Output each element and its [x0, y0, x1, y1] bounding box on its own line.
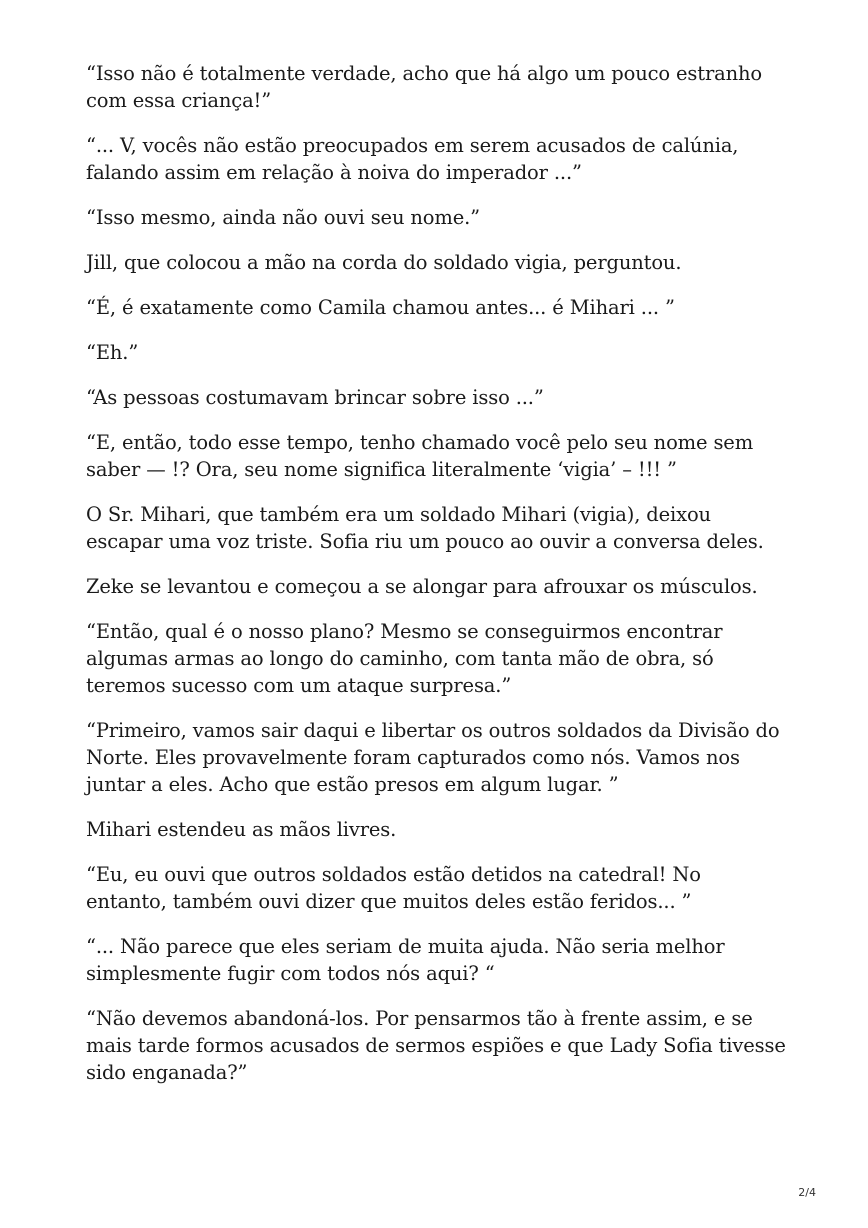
- paragraph: “Eu, eu ouvi que outros soldados estão detidos na catedral! No entanto, também ouvi dizer que muitos deles estão feridos... ”: [86, 863, 701, 913]
- paragraph: “Não devemos abandoná-los. Por pensarmos tão à frente assim, e se mais tarde formos acusados de sermos espiões e que Lady Sofia tivesse sido enganada?”: [86, 1007, 786, 1084]
- document-page: [86, 60, 786, 1104]
- paragraph: “Isso mesmo, ainda não ouvi seu nome.”: [86, 206, 480, 229]
- paragraph: “Primeiro, vamos sair daqui e libertar os outros soldados da Divisão do Norte. Eles provavelmente foram capturados como nós. Vamos nos juntar a eles. Acho que estão presos em algum lugar. ”: [86, 719, 780, 796]
- paragraph: “... V, vocês não estão preocupados em serem acusados de calúnia, falando assim em relação à noiva do imperador ...”: [86, 134, 739, 184]
- paragraph: “Então, qual é o nosso plano? Mesmo se conseguirmos encontrar algumas armas ao longo do caminho, com tanta mão de obra, só teremos sucesso com um ataque surpresa.”: [86, 620, 723, 697]
- paragraph: “E, então, todo esse tempo, tenho chamado você pelo seu nome sem saber — !? Ora, seu nome significa literalmente ‘vigia’ – !!! ”: [86, 431, 754, 481]
- paragraph: Mihari estendeu as mãos livres.: [86, 818, 397, 841]
- paragraph: “Isso não é totalmente verdade, acho que há algo um pouco estranho com essa criança!”: [86, 62, 762, 112]
- paragraph: O Sr. Mihari, que também era um soldado Mihari (vigia), deixou escapar uma voz triste. Sofia riu um pouco ao ouvir a conversa deles.: [86, 503, 764, 553]
- paragraph: “É, é exatamente como Camila chamou antes... é Mihari ... ”: [86, 296, 675, 319]
- paragraph: “As pessoas costumavam brincar sobre isso ...”: [86, 386, 544, 409]
- paragraph: Zeke se levantou e começou a se alongar para afrouxar os músculos.: [86, 575, 758, 598]
- paragraph: Jill, que colocou a mão na corda do soldado vigia, perguntou.: [86, 251, 682, 274]
- paragraph: “Eh.”: [86, 341, 139, 364]
- paragraph: “... Não parece que eles seriam de muita ajuda. Não seria melhor simplesmente fugir com todos nós aqui? “: [86, 935, 725, 985]
- page-number: 2/4: [798, 1186, 816, 1199]
